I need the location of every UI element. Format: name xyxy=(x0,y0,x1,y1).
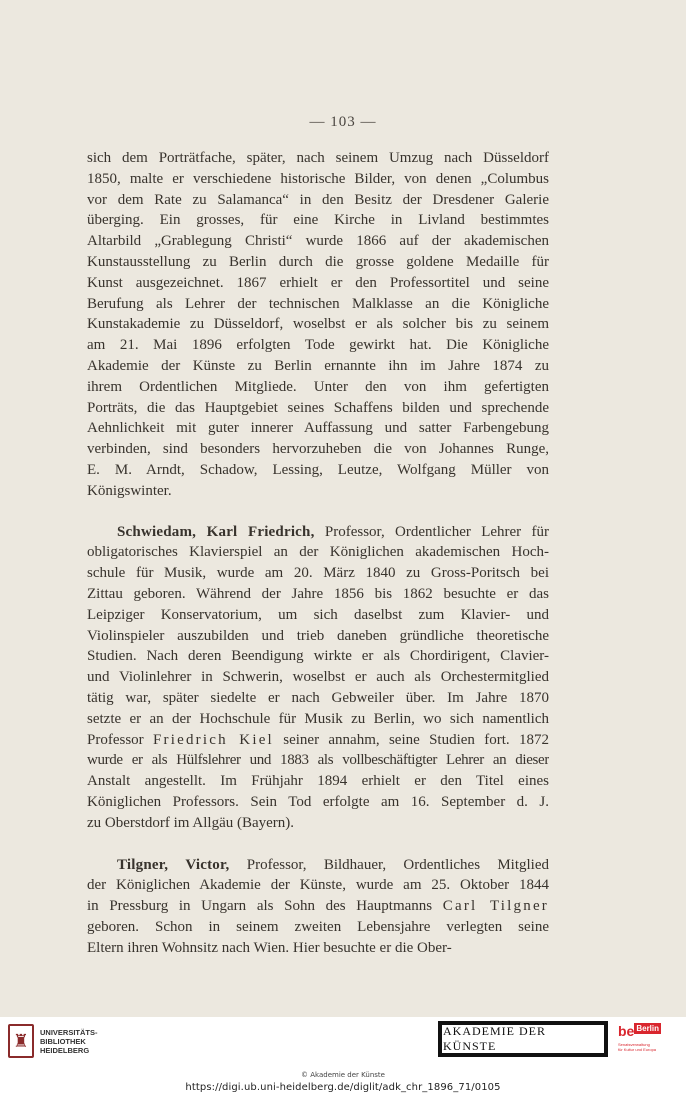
text-line: Altarbild „Grablegung Christi“ wurde 1866 auf der akademischen xyxy=(87,233,549,250)
text-line: E. M. Arndt, Schadow, Lessing, Leutze, Wolfgang Müller von xyxy=(87,461,549,478)
text-line: ihrem Ordentlichen Mitgliede. Unter den von ihm gefertigten xyxy=(87,378,549,395)
text-fragment: Professor, Bildhauer, Ordentliches Mitglied xyxy=(229,856,549,873)
text-line: Kunstakademie zu Düsseldorf, woselbst er als solcher bis zu seinem xyxy=(87,316,549,333)
text-line: sich dem Porträtfache, später, nach seinem Umzug nach Düsseldorf xyxy=(87,150,549,166)
uni-logo-line: BIBLIOTHEK xyxy=(40,1036,86,1046)
berlin-senate-logo[interactable] xyxy=(618,1021,678,1057)
text-line: Königlichen Professors. Sein Tod erfolgte am 16. September d. J. xyxy=(87,793,549,810)
berlin-subtitle-line: Senatsverwaltung xyxy=(618,1042,650,1047)
text-line: Königswinter. xyxy=(87,482,172,499)
text-line: und Violinlehrer in Schwerin, woselbst er auch als Orchestermitglied xyxy=(87,669,549,686)
uni-heidelberg-logo[interactable] xyxy=(8,1021,168,1061)
text-line: Zittau geboren. Während der Jahre 1856 bis 1862 besuchte er das xyxy=(87,585,549,602)
spaced-name: Friedrich Kiel xyxy=(152,731,274,748)
entry-schwiedam xyxy=(87,522,549,834)
text-line: Aehnlichkeit mit guter innerer Auffassung und satter Farbengebung xyxy=(87,420,549,437)
text-line: zu Oberstdorf im Allgäu (Bayern). xyxy=(87,814,295,831)
entry-heading-line xyxy=(87,855,549,876)
text-line: überging. Ein grosses, für eine Kirche in Livland bestimmtes xyxy=(87,212,549,229)
entry-name: Tilgner, Victor, xyxy=(117,856,230,873)
text-line: 1850, malte er verschiedene historische Bilder, von denen „Columbus xyxy=(87,170,549,187)
text-line: vor dem Rate zu Salamanca“ in den Besitz der Dresdener Galerie xyxy=(87,191,549,208)
entry-heading-line xyxy=(87,522,549,543)
text-line: der Königlichen Akademie der Künste, wurde am 25. Oktober 1844 xyxy=(87,877,549,894)
seal-icon: ♜ xyxy=(8,1024,34,1058)
text-line: Eltern ihren Wohnsitz nach Wien. Hier besuchte er die Ober- xyxy=(87,939,452,956)
text-fragment: Professor, Ordentlicher Lehrer für xyxy=(314,523,549,540)
berlin-be-mark: be xyxy=(618,1023,635,1039)
text-line: Leipziger Konservatorium, um sich daselbst zum Klavier- und xyxy=(87,606,549,623)
spaced-name: Carl Tilgner xyxy=(442,898,549,915)
berlin-tag: Berlin xyxy=(636,1024,660,1033)
entry-tilgner xyxy=(87,855,549,959)
text-line: Akademie der Künste zu Berlin ernannte ihn im Jahre 1874 zu xyxy=(87,357,549,374)
text-line: wurde er als Hülfslehrer und 1883 als vollbeschäftigter Lehrer an dieser xyxy=(87,752,549,769)
text-line: tätig war, später siedelte er nach Gebweiler über. Im Jahre 1870 xyxy=(87,689,549,706)
uni-logo-line: HEIDELBERG xyxy=(40,1045,90,1055)
body-text xyxy=(87,148,549,958)
text-line: Violinspieler auszubilden und trieb daneben gründliche theoretische xyxy=(87,627,549,644)
text-line: geboren. Schon in seinem zweiten Lebensjahre verlegten seine xyxy=(87,918,549,935)
uni-logo-text xyxy=(40,1028,98,1055)
berlin-subtitle xyxy=(618,1042,678,1052)
uni-logo-line: UNIVERSITÄTS- xyxy=(40,1027,98,1037)
text-line: schule für Musik, wurde am 20. März 1840 zu Gross-Poritsch bei xyxy=(87,565,549,582)
akademie-logo-text: AKADEMIE DER KÜNSTE xyxy=(442,1025,604,1053)
text-line: Studien. Nach deren Beendigung wirkte er als Chordirigent, Clavier- xyxy=(87,648,549,665)
text-line xyxy=(87,896,549,917)
text-line: setzte er an der Hochschule für Musik zu Berlin, wo sich namentlich xyxy=(87,710,549,727)
text-line: Anstalt angestellt. Im Frühjahr 1894 erhielt er den Titel eines xyxy=(87,773,549,790)
paragraph-continuation xyxy=(87,148,549,502)
text-line: Berufung als Lehrer der technischen Malklasse an die Königliche xyxy=(87,295,549,312)
text-fragment: seiner annahm, seine Studien fort. 1872 xyxy=(273,731,549,748)
text-line: Kunst ausgezeichnet. 1867 erhielt er den Professortitel und seine xyxy=(87,274,549,291)
akademie-der-kuenste-logo[interactable] xyxy=(438,1021,608,1057)
text-line: am 21. Mai 1896 erfolgten Tode gewirkt hat. Die Königliche xyxy=(87,337,549,354)
source-url-link[interactable]: https://digi.ub.uni-heidelberg.de/diglit/adk_chr_1896_71/0105 xyxy=(185,1082,501,1093)
page-number: — 103 — xyxy=(309,114,377,130)
paragraph-gap xyxy=(87,502,549,522)
text-fragment: Professor xyxy=(87,731,153,748)
text-line xyxy=(87,730,549,751)
copyright-notice: © Akademie der Künste xyxy=(301,1071,385,1079)
berlin-subtitle-line: für Kultur und Europa xyxy=(618,1047,657,1052)
text-line: obligatorisches Klavierspiel an der Königlichen akademischen Hoch- xyxy=(87,544,549,561)
entry-name: Schwiedam, Karl Friedrich, xyxy=(117,523,315,540)
paragraph-gap xyxy=(87,834,549,855)
text-fragment: in Pressburg in Ungarn als Sohn des Hauptmanns xyxy=(87,898,443,915)
text-line: Kunstausstellung zu Berlin durch die grosse goldene Medaille für xyxy=(87,253,549,270)
text-line: Porträts, die das Hauptgebiet seines Schaffens bilden und sprechende xyxy=(87,399,549,416)
text-line: verbinden, sind besonders hervorzuheben die von Johannes Runge, xyxy=(87,441,549,458)
